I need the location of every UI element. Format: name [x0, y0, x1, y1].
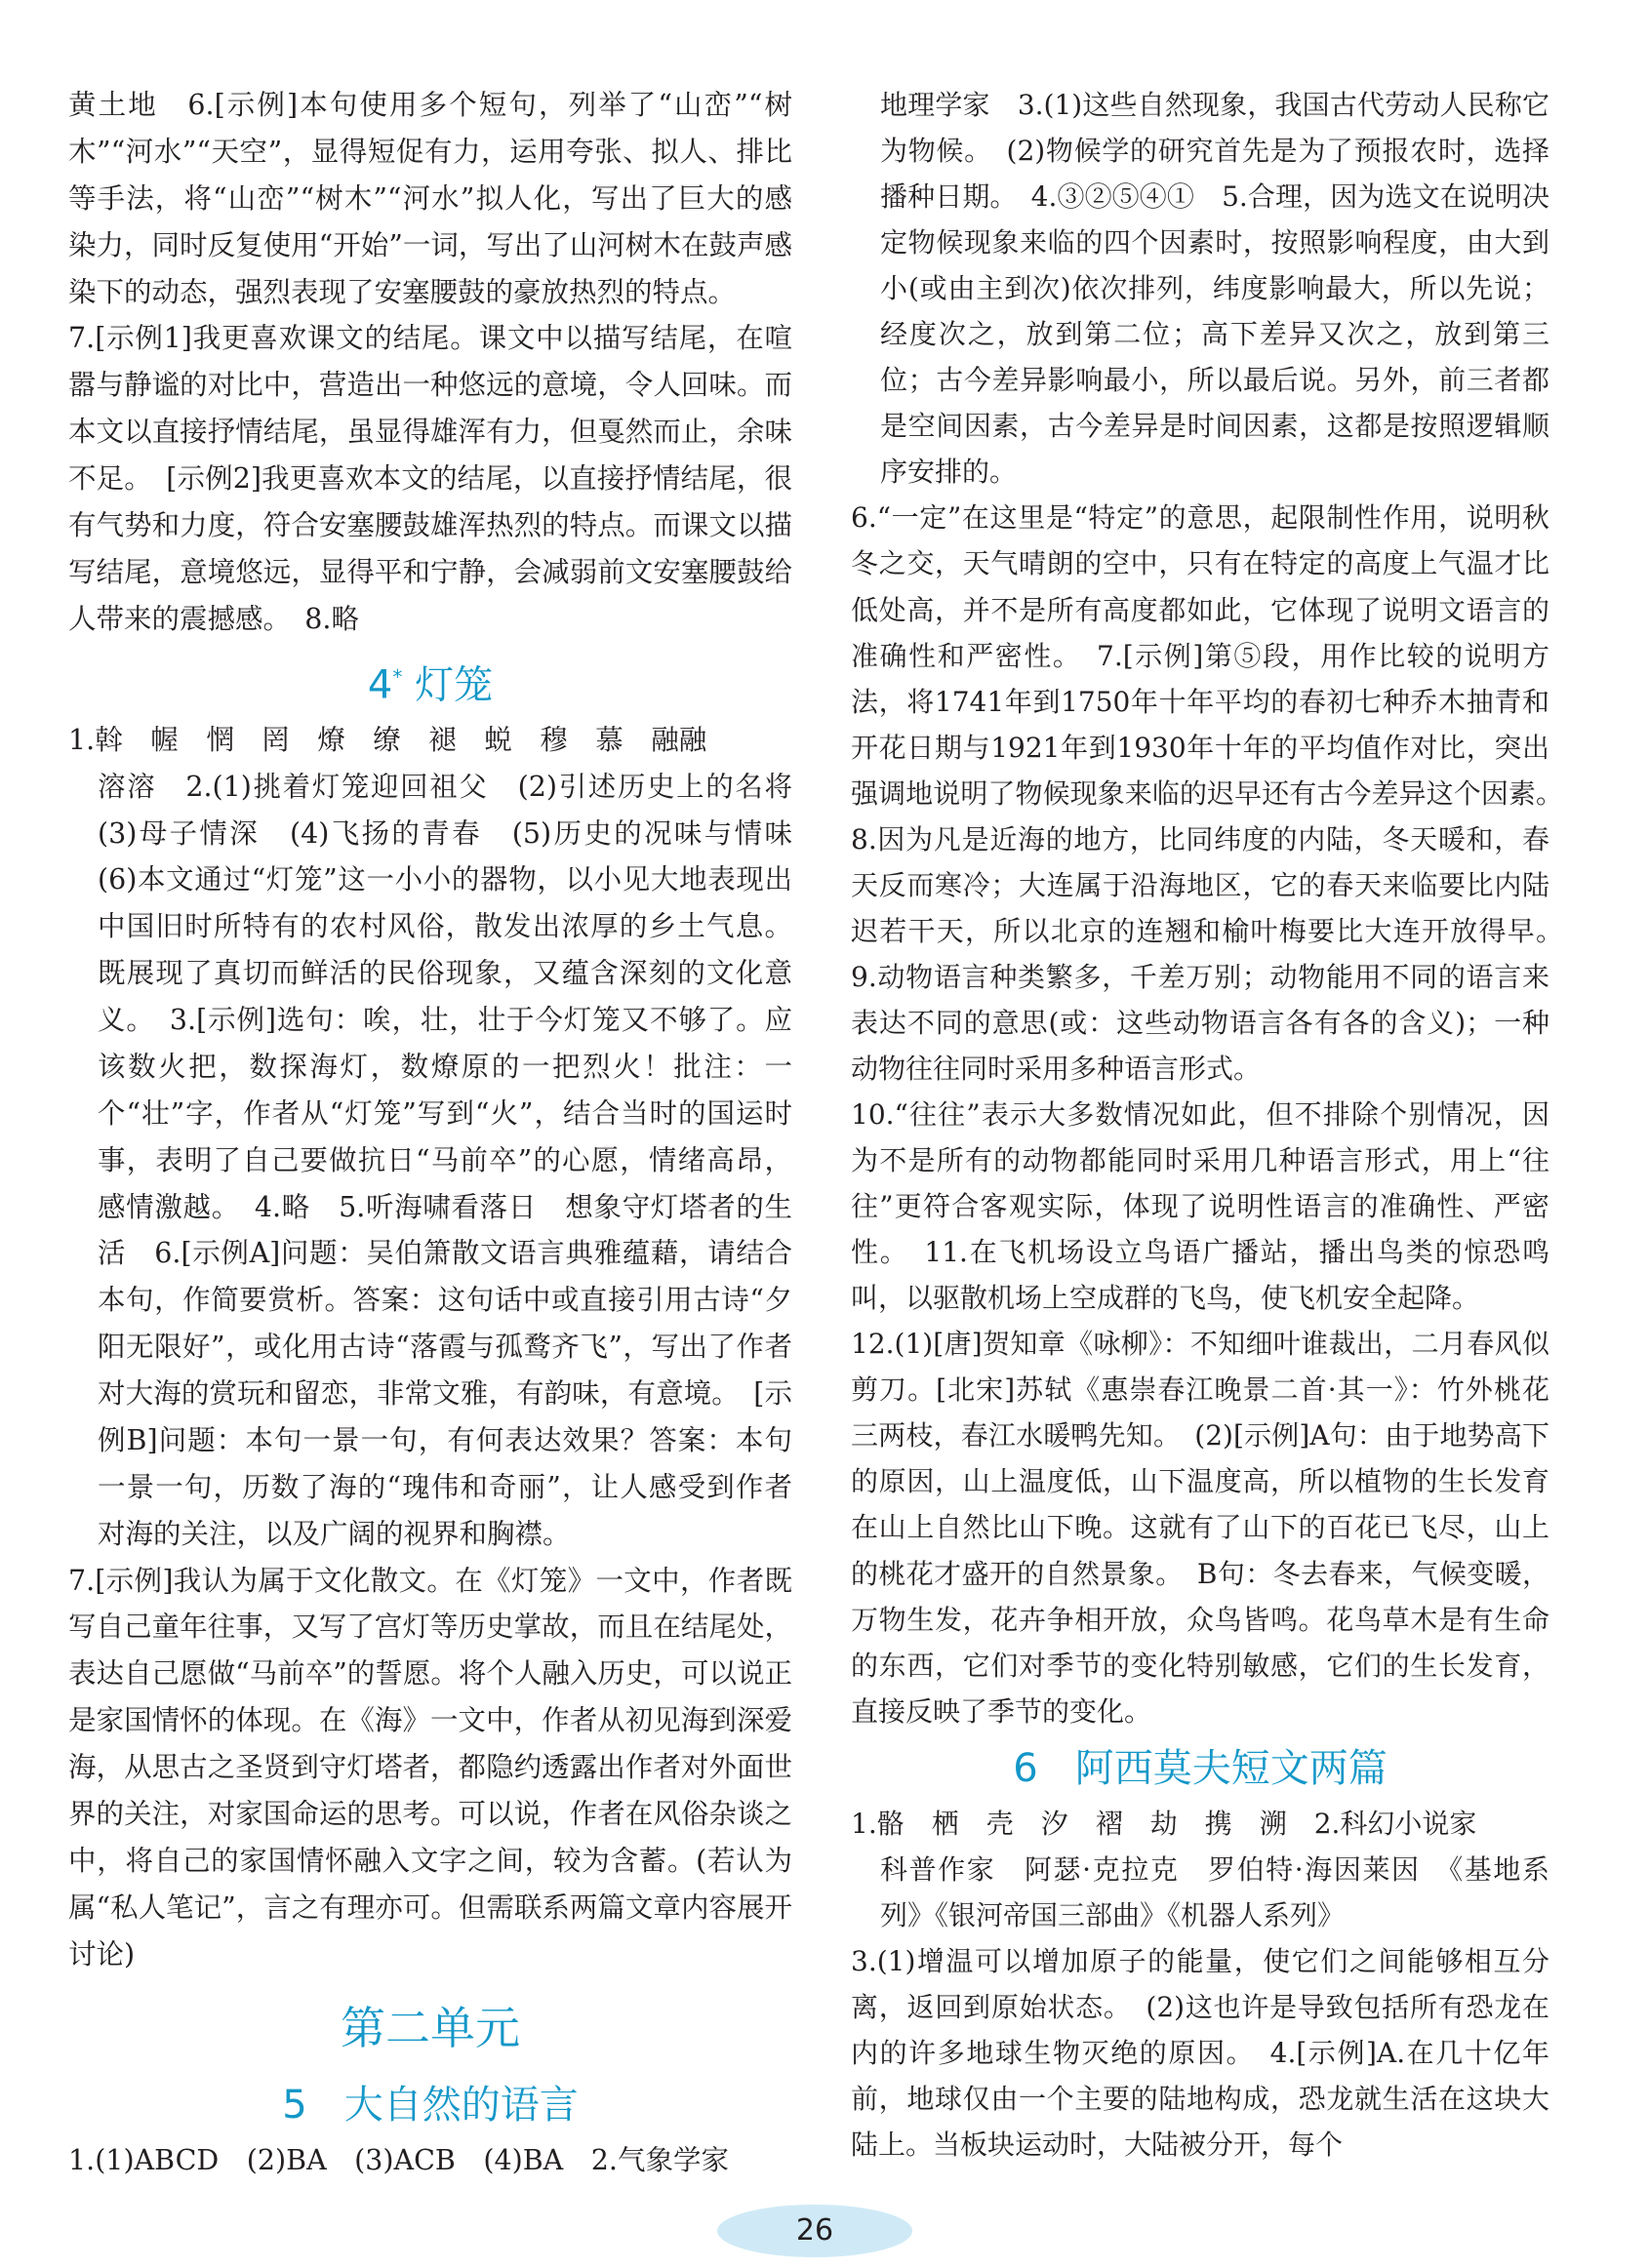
lesson-mark: *	[392, 664, 403, 689]
answer-paragraph: 7.[示例1]我更喜欢课文的结尾。课文中以描写结尾，在喧嚣与静谧的对比中，营造出一种悠远的意境，令人回味。而本文以直接抒情结尾，虽显得雄浑有力，但戛然而止，余味不足。 [示例2]我更喜欢本文的结尾，以直接抒情结尾，很有气势和力度，符合安塞腰鼓雄浑热烈的特点。而课文以描写结尾，意境悠远，显得平和宁静，会减弱前文安塞腰鼓给人带来的震撼感。 8.略	[68, 322, 792, 635]
lesson-number: 5	[282, 2083, 307, 2129]
lesson-name: 阿西莫夫短文两篇	[1074, 1745, 1388, 1791]
answer-paragraph: 12.(1)[唐]贺知章《咏柳》：不知细叶谁裁出，二月春风似剪刀。[北宋]苏轼《惠崇春江晚景二首·其一》：竹外桃花三两枝，春江水暖鸭先知。 (2)[示例]A句：由于地势高下的原因，山上温度低，山下温度高，所以植物的生长发育在山上自然比山下晚。这就有了山下的百花已飞尽，山上的桃花才盛开的自然景象。 B句：冬去春来，气候变暖，万物生发，花卉争相开放，众鸟皆鸣。花鸟草木是有生命的东西，它们对季节的变化特别敏感，它们的生长发育，直接反映了季节的变化。	[851, 1328, 1549, 1728]
right-column	[851, 82, 1578, 2168]
answer-paragraph: 1.骼 栖 壳 汐 褶 劫 携 溯 2.科幻小说家	[851, 1807, 1477, 1840]
lesson-number: 4	[367, 661, 393, 707]
answer-paragraph: 黄土地 6.[示例]本句使用多个短句，列举了“山峦”“树木”“河水”“天空”，显得短促有力，运用夸张、拟人、排比等手法，将“山峦”“树木”“河水”拟人化，写出了巨大的感染力，同时反复使用“开始”一词，写出了山河树木在鼓声感染下的动态，强烈表现了安塞腰鼓的豪放热烈的特点。	[68, 89, 792, 308]
answer-paragraph: 1.斡 幄 惘 罔 燎 缭 褪 蜕 穆 慕 融融	[68, 723, 707, 756]
answer-paragraph: 6.“一定”在这里是“特定”的意思，起限制性作用，说明秋冬之交，天气晴朗的空中，只有在特定的高度上气温才比低处高，并不是所有高度都如此，它体现了说明文语言的准确性和严密性。 7.[示例]第⑤段，用作比较的说明方法，将1741年到1750年十年平均的春初七种乔木抽青和开花日期与1921年到1930年十年的平均值作对比，突出强调地说明了物候现象来临的迟早还有古今差异这个因素。 8.因为凡是近海的地方，比同纬度的内陆，冬天暖和，春天反而寒冷；大连属于沿海地区，它的春天来临要比内陆迟若干天，所以北京的连翘和榆叶梅要比大连开放得早。 9.动物语言种类繁多，千差万别；动物能用不同的语言来表达不同的意思(或：这些动物语言各有各的含义)；一种动物往往同时采用多种语言形式。	[851, 501, 1578, 1085]
lesson-title	[68, 2077, 792, 2133]
lesson-name: 灯笼	[415, 661, 494, 707]
answer-paragraph: 科普作家 阿瑟·克拉克 罗伯特·海因莱因 《基地系列》《银河帝国三部曲》《机器人系列》	[880, 1852, 1549, 1931]
answer-paragraph: 10.“往往”表示大多数情况如此，但不排除个别情况，因为不是所有的动物都能同时采用几种语言形式，用上“往往”更符合客观实际，体现了说明性语言的准确性、严密性。 11.在飞机场设立鸟语广播站，播出鸟类的惊恐鸣叫，以驱散机场上空成群的飞鸟，使飞机安全起降。	[851, 1098, 1549, 1315]
lesson-title	[68, 649, 792, 713]
lesson-number: 6	[1013, 1745, 1038, 1791]
page-number: 26	[717, 2205, 912, 2257]
answer-paragraph: 地理学家 3.(1)这些自然现象，我国古代劳动人民称它为物候。 (2)物候学的研究首先是为了预报农时，选择播种日期。 4.③②⑤④① 5.合理，因为选文在说明决定物候现象来临的四个因素时，按照影响程度，由大到小(或由主到次)依次排列，纬度影响最大，所以先说；经度次之，放到第二位；高下差异又次之，放到第三位；古今差异影响最小，所以最后说。另外，前三者都是空间因素，古今差异是时间因素，这都是按照逻辑顺序安排的。	[880, 89, 1549, 489]
lesson-name: 大自然的语言	[343, 2083, 579, 2129]
answer-paragraph: 7.[示例]我认为属于文化散文。在《灯笼》一文中，作者既写自己童年往事，又写了宫灯等历史掌故，而且在结尾处，表达自己愿做“马前卒”的誓愿。将个人融入历史，可以说正是家国情怀的体现。在《海》一文中，作者从初见海到深爱海，从思古之圣贤到守灯塔者，都隐约透露出作者对外面世界的关注，对家国命运的思考。可以说，作者在风俗杂谈之中，将自己的家国情怀融入文字之间，较为含蓄。(若认为属“私人笔记”，言之有理亦可。但需联系两篇文章内容展开讨论)	[68, 1564, 792, 1970]
lesson-title	[851, 1740, 1549, 1797]
answer-paragraph: 溶溶 2.(1)挑着灯笼迎回祖父 (2)引述历史上的名将 (3)母子情深 (4)飞扬的青春 (5)历史的况味与情味 (6)本文通过“灯笼”这一小小的器物，以小见大地表现出中国旧时所特有的农村风俗，散发出浓厚的乡土气息。既展现了真切而鲜活的民俗现象，又蕴含深刻的文化意义。 3.[示例]选句：唉，壮，壮于今灯笼又不够了。应该数火把，数探海灯，数燎原的一把烈火！批注：一个“壮”字，作者从“灯笼”写到“火”，结合当时的国运时事，表明了自己要做抗日“马前卒”的心愿，情绪高昂，感情激越。 4.略 5.听海啸看落日 想象守灯塔者的生活 6.[示例A]问题：吴伯箫散文语言典雅蕴藉，请结合本句，作简要赏析。答案：这句话中或直接引用古诗“夕阳无限好”，或化用古诗“落霞与孤鹜齐飞”，写出了作者对大海的赏玩和留恋，非常文雅，有韵味，有意境。 [示例B]问题：本句一景一句，有何表达效果？答案：本句一景一句，历数了海的“瑰伟和奇丽”，让人感受到作者对海的关注，以及广阔的视界和胸襟。	[98, 770, 821, 1550]
answer-paragraph: 1.(1)ABCD (2)BA (3)ACB (4)BA 2.气象学家	[68, 2144, 729, 2177]
left-column	[68, 82, 821, 2184]
answer-paragraph: 3.(1)增温可以增加原子的能量，使它们之间能够相互分离，返回到原始状态。 (2)这也许是导致包括所有恐龙在内的许多地球生物灭绝的原因。 4.[示例]A.在几十亿年前，地球仅由一个主要的陆地构成，恐龙就生活在这块大陆上。当板块运动时，大陆被分开，每个	[851, 1944, 1549, 2162]
unit-title: 第二单元	[341, 2002, 520, 2055]
